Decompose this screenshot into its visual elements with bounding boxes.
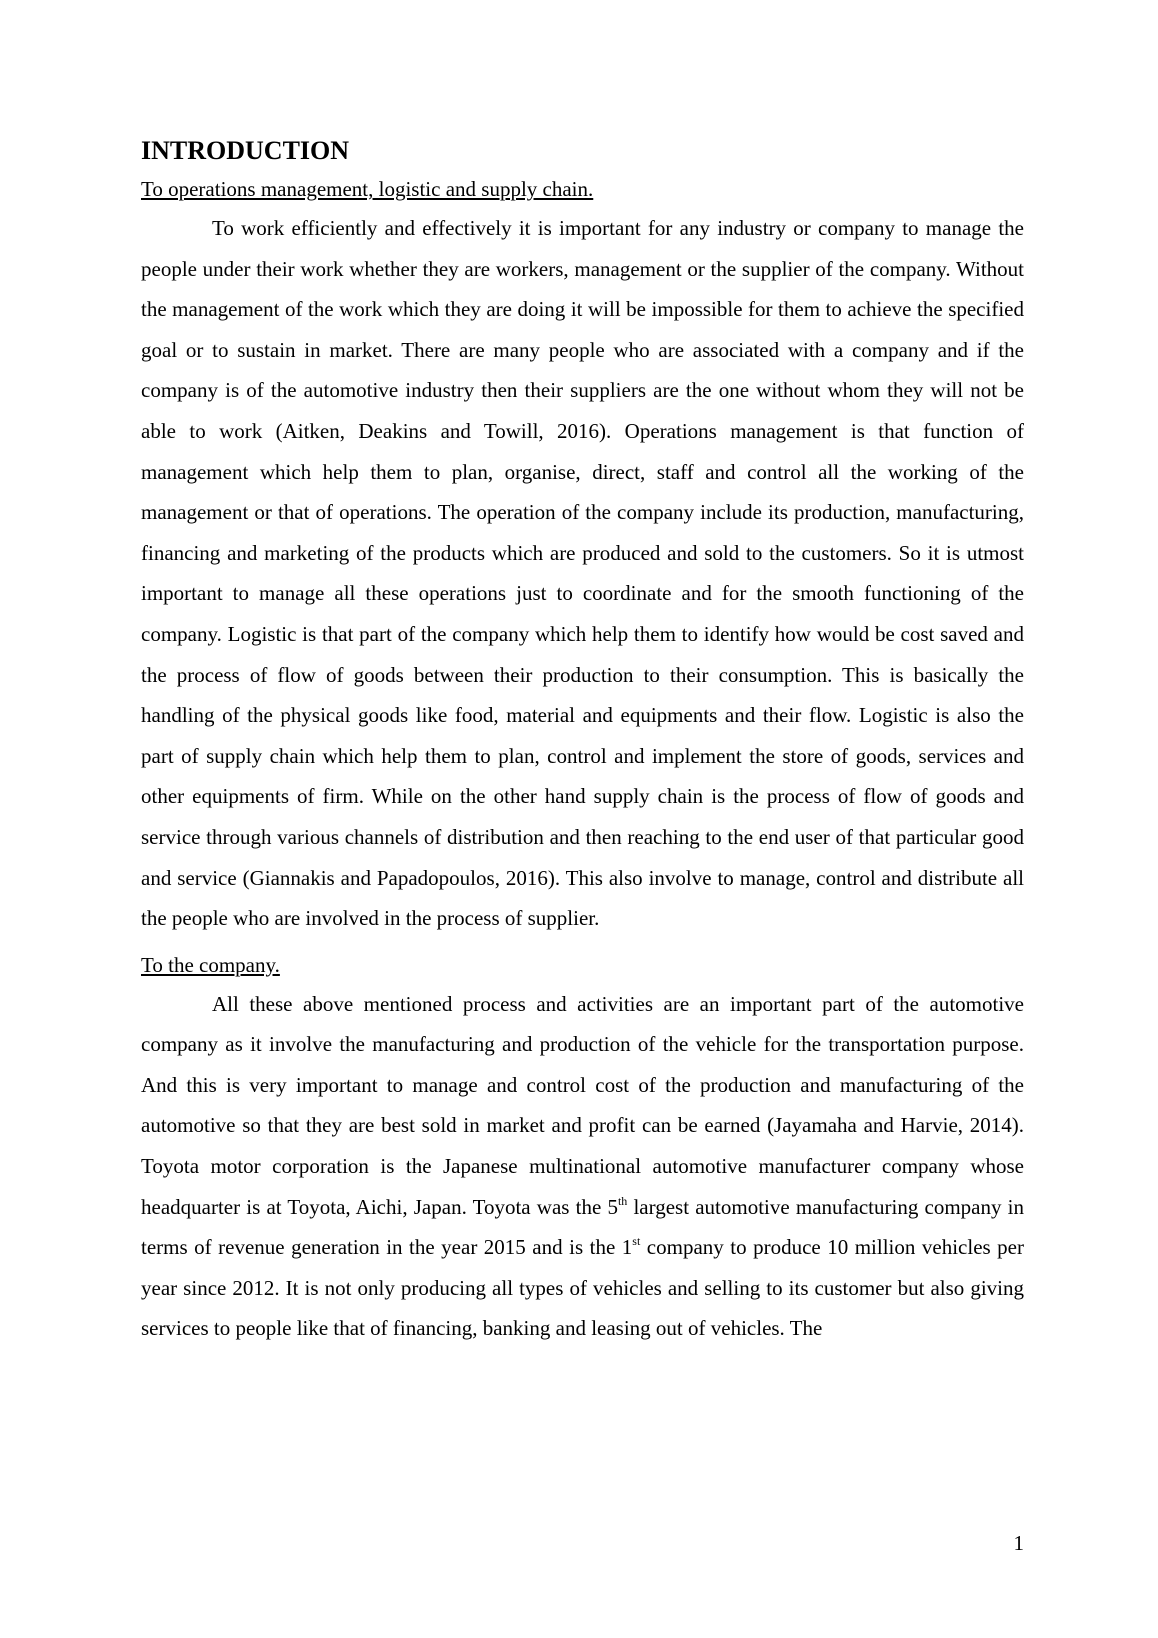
subheading-operations-management: To operations management, logistic and supply chain.	[141, 177, 594, 201]
paragraph-company-text-1: All these above mentioned process and activities are an important part of the automotive company as it involve the manufacturing and production of the vehicle for the transportation purpose. And this is very important to manage and control cost of the production and manufacturing of the automotive so that they are best sold in market and profit can be earned (Jayamaha and Harvie, 2014). Toyota motor corporation is the Japanese multinational automotive manufacturer company whose headquarter is at Toyota, Aichi, Japan. Toyota was the 5	[141, 991, 1024, 1219]
paragraph-operations-management: To work efficiently and effectively it is important for any industry or company to manage the people under their work whether they are workers, management or the supplier of the company. Without the management of the work which they are doing it will be impossible for them to achieve the specified goal or to sustain in market. There are many people who are associated with a company and if the company is of the automotive industry then their suppliers are the one without whom they will not be able to work (Aitken, Deakins and Towill, 2016). Operations management is that function of management which help them to plan, organise, direct, staff and control all the working of the management or that of operations. The operation of the company include its production, manufacturing, financing and marketing of the products which are produced and sold to the customers. So it is utmost important to manage all these operations just to coordinate and for the smooth functioning of the company. Logistic is that part of the company which help them to identify how would be cost saved and the process of flow of goods between their production to their consumption. This is basically the handling of the physical goods like food, material and equipments and their flow. Logistic is also the part of supply chain which help them to plan, control and implement the store of goods, services and other equipments of firm. While on the other hand supply chain is the process of flow of goods and service through various channels of distribution and then reaching to the end user of that particular good and service (Giannakis and Papadopoulos, 2016). This also involve to manage, control and distribute all the people who are involved in the process of supplier.	[141, 216, 1024, 931]
section-heading: INTRODUCTION	[141, 136, 350, 165]
paragraph-company	[141, 984, 1024, 1349]
page-number: 1	[1013, 1531, 1024, 1555]
superscript-th: th	[617, 1193, 628, 1208]
paragraph-company-text-2: largest automotive manufacturing company in terms of revenue generation in the year 2015 and is the 1	[141, 1194, 1024, 1260]
subheading-company: To the company.	[141, 952, 280, 977]
paragraph-company-text-3: company to produce 10 million vehicles per year since 2012. It is not only producing all types of vehicles and selling to its customer but also giving services to people like that of financing, banking and leasing out of vehicles. The	[141, 1235, 1024, 1341]
superscript-st: st	[632, 1234, 641, 1249]
page-content	[141, 136, 1024, 1349]
